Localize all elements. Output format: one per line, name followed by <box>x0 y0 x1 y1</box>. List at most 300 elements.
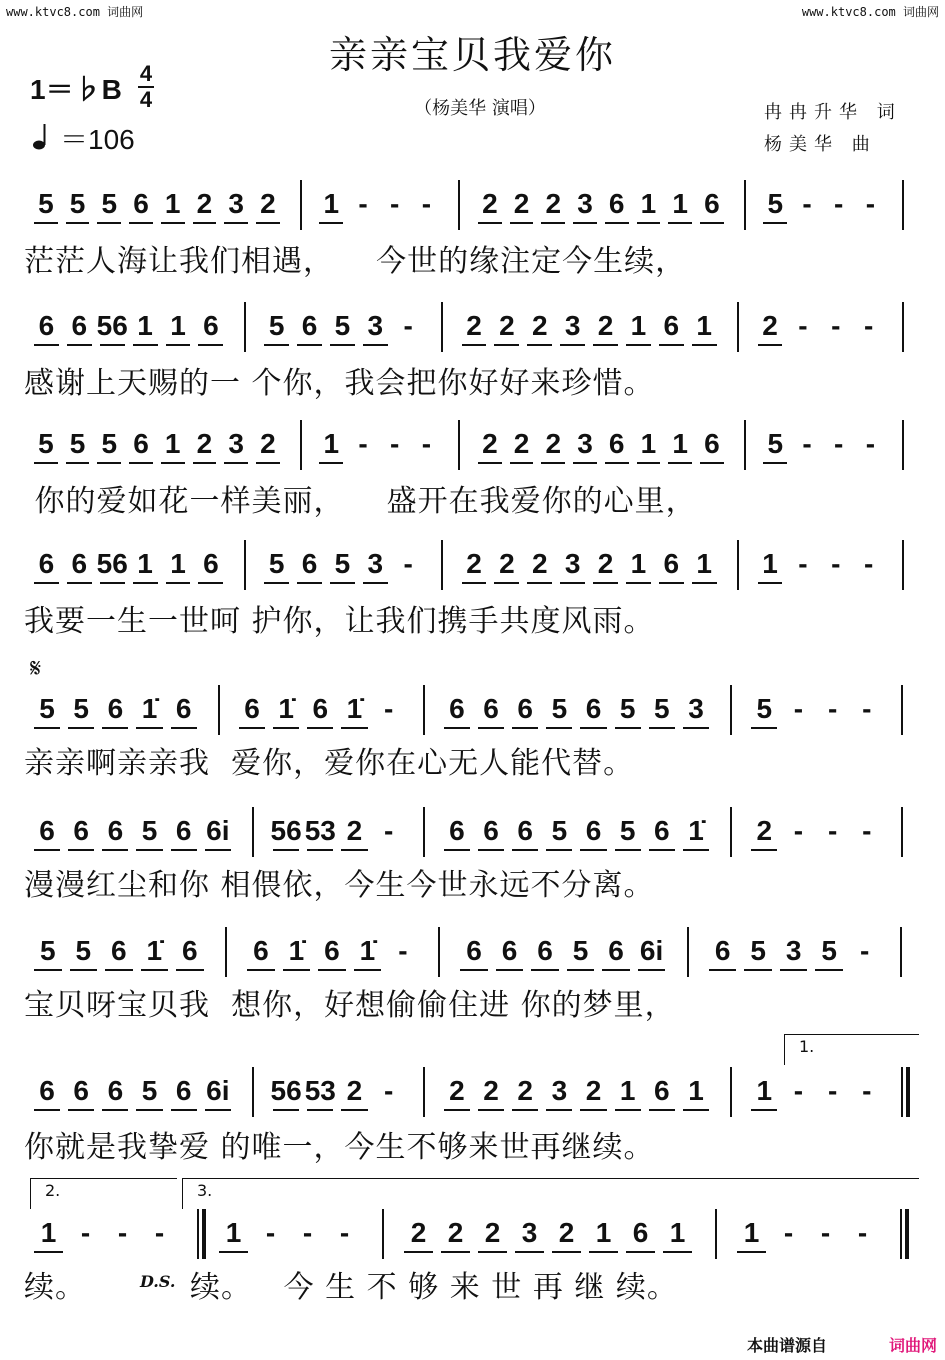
beam-underline <box>176 969 204 971</box>
beam-underline <box>97 222 121 224</box>
dash-extension: - <box>154 1217 165 1248</box>
beam-underline <box>247 969 275 971</box>
segno-sign: 𝄋 <box>30 654 42 684</box>
note: 1 <box>164 428 181 459</box>
beam-underline <box>198 344 223 346</box>
beam-underline <box>668 222 692 224</box>
beam-underline <box>510 462 534 464</box>
bar-line <box>902 302 904 352</box>
dash-extension: - <box>383 1075 394 1106</box>
beam-underline <box>683 1109 709 1111</box>
note: 2 <box>466 548 482 579</box>
note: 6 <box>483 815 499 846</box>
note: 6i <box>206 1075 230 1106</box>
dash-extension: - <box>860 935 870 966</box>
note: 5 <box>141 815 158 846</box>
notation-line <box>0 310 945 360</box>
note: 1 <box>595 1217 612 1248</box>
volta-label: 1. <box>799 1037 815 1056</box>
song-title: 亲亲宝贝我爱你 <box>328 33 616 77</box>
dash-extension: - <box>857 1217 868 1248</box>
dash-extension: - <box>831 310 841 341</box>
note: 6 <box>654 815 670 846</box>
note: 6 <box>39 1075 55 1106</box>
note: 5 <box>39 935 56 966</box>
beam-underline <box>649 849 675 851</box>
beam-underline <box>444 1109 470 1111</box>
note: 1 <box>137 548 153 579</box>
note: 6 <box>203 310 219 341</box>
note: 3 <box>228 428 244 459</box>
time-signature-top: 4 <box>139 61 153 86</box>
note: 1̇ <box>346 693 363 724</box>
beam-underline <box>100 344 125 346</box>
beam-underline <box>593 582 618 584</box>
lyrics-line: 亲亲啊亲亲我 爱你，爱你在心无人能代替。 <box>24 746 635 781</box>
bar-line <box>744 420 746 470</box>
beam-underline <box>444 849 470 851</box>
note: 6 <box>585 693 602 724</box>
beam-underline <box>166 344 191 346</box>
beam-underline <box>510 222 534 224</box>
bar-line <box>458 420 460 470</box>
beam-underline <box>751 1109 777 1111</box>
beam-underline <box>297 344 322 346</box>
beam-underline <box>478 222 502 224</box>
notation-line <box>0 428 945 478</box>
double-bar-line <box>202 1209 206 1259</box>
beam-underline <box>527 344 552 346</box>
note: 6i <box>206 815 230 846</box>
note: 2 <box>756 815 773 846</box>
note: 1̇ <box>141 693 158 724</box>
dash-extension: - <box>862 1075 872 1106</box>
beam-underline <box>567 969 595 971</box>
bar-line <box>252 807 254 857</box>
note: 5 <box>101 188 118 219</box>
composer-credit: 杨美华 曲 <box>764 134 877 155</box>
beam-underline <box>330 582 355 584</box>
note: 5 <box>654 693 670 724</box>
dash-extension: - <box>865 428 876 459</box>
beam-underline <box>100 582 125 584</box>
note: 1 <box>40 1217 57 1248</box>
beam-underline <box>589 1251 618 1253</box>
beam-underline <box>552 1251 581 1253</box>
bar-line <box>441 540 443 590</box>
bar-line <box>423 685 425 735</box>
beam-underline <box>744 969 772 971</box>
beam-underline <box>496 969 524 971</box>
note: 5 <box>141 1075 158 1106</box>
notation-line <box>0 1217 945 1267</box>
note: 2 <box>346 815 363 846</box>
beam-underline <box>615 727 641 729</box>
note: 1 <box>630 310 647 341</box>
lyricist-credit: 冉冉升华 词 <box>764 102 902 123</box>
note: 2 <box>482 428 498 459</box>
dash-extension: - <box>403 548 413 579</box>
note: 2 <box>410 1217 427 1248</box>
beam-underline <box>307 727 333 729</box>
note: 2 <box>545 428 562 459</box>
beam-underline <box>758 344 783 346</box>
beam-underline <box>444 727 470 729</box>
note: 6 <box>632 1217 649 1248</box>
note: 3 <box>521 1217 538 1248</box>
quarter-note-icon <box>32 122 50 150</box>
note: 56 <box>96 310 128 341</box>
beam-underline <box>605 462 629 464</box>
double-bar-line <box>906 1067 910 1117</box>
dash-extension: - <box>383 815 394 846</box>
beam-underline <box>605 222 629 224</box>
beam-underline <box>161 222 185 224</box>
note: 2 <box>482 188 498 219</box>
dash-extension: - <box>390 428 400 459</box>
note: 1̇ <box>359 935 376 966</box>
note: 1 <box>170 310 186 341</box>
beam-underline <box>105 969 133 971</box>
beam-underline <box>67 344 92 346</box>
beam-underline <box>193 222 217 224</box>
note: 6 <box>39 815 55 846</box>
beam-underline <box>494 344 519 346</box>
beam-underline <box>573 222 597 224</box>
dash-extension: - <box>798 310 808 341</box>
dash-extension: - <box>793 693 804 724</box>
beam-underline <box>102 849 128 851</box>
note: 1 <box>672 188 688 219</box>
beam-underline <box>136 1109 162 1111</box>
bar-line <box>901 685 903 735</box>
beam-underline <box>546 1109 572 1111</box>
beam-underline <box>307 849 333 851</box>
note: 2 <box>517 1075 533 1106</box>
note: 1 <box>672 428 688 459</box>
beam-underline <box>171 1109 197 1111</box>
bar-line <box>218 685 220 735</box>
note: 2 <box>483 1075 499 1106</box>
double-bar-line <box>905 1209 909 1259</box>
notation-line <box>0 935 945 985</box>
beam-underline <box>330 344 355 346</box>
note: 2 <box>762 310 778 341</box>
notation-line <box>0 188 945 238</box>
note: 6 <box>175 693 192 724</box>
beam-underline <box>637 462 661 464</box>
volta-bracket <box>30 1178 177 1209</box>
note: 2 <box>499 548 515 579</box>
volta-bracket <box>784 1034 919 1065</box>
header-watermark-left: www.ktvc8.com 词曲网 <box>6 5 144 19</box>
note: 5 <box>334 548 351 579</box>
note: 6 <box>133 188 149 219</box>
note: 1 <box>137 310 153 341</box>
beam-underline <box>198 582 223 584</box>
note: 6 <box>663 548 680 579</box>
beam-underline <box>763 222 787 224</box>
dash-extension: - <box>793 815 804 846</box>
beam-underline <box>297 582 322 584</box>
note: 6 <box>175 815 192 846</box>
note: 1 <box>225 1217 242 1248</box>
beam-underline <box>527 582 552 584</box>
beam-underline <box>659 344 684 346</box>
note: 5 <box>756 693 773 724</box>
note: 6 <box>107 815 124 846</box>
note: 5 <box>69 188 86 219</box>
beam-underline <box>68 849 94 851</box>
note: 2 <box>449 1075 465 1106</box>
dash-extension: - <box>865 188 876 219</box>
note: 2 <box>499 310 515 341</box>
note: 2 <box>513 428 530 459</box>
bar-line <box>900 927 902 977</box>
beam-underline <box>193 462 217 464</box>
beam-underline <box>478 849 504 851</box>
note: 1 <box>323 188 340 219</box>
bar-line <box>687 927 689 977</box>
beam-underline <box>638 969 666 971</box>
note: 2 <box>466 310 482 341</box>
note: 6 <box>133 428 149 459</box>
note: 3 <box>564 310 581 341</box>
note: 5 <box>69 428 86 459</box>
note: 6 <box>71 548 88 579</box>
beam-underline <box>815 969 843 971</box>
beam-underline <box>97 462 121 464</box>
dash-extension: - <box>117 1217 128 1248</box>
note: 3 <box>551 1075 568 1106</box>
beam-underline <box>224 462 248 464</box>
beam-underline <box>264 344 289 346</box>
note: 1 <box>164 188 181 219</box>
dash-extension: - <box>863 548 874 579</box>
note: 6 <box>449 815 465 846</box>
note: 1 <box>762 548 778 579</box>
beam-underline <box>34 969 62 971</box>
beam-underline <box>512 849 538 851</box>
bar-line <box>382 1209 384 1259</box>
beam-underline <box>136 849 162 851</box>
dash-extension: - <box>827 1075 838 1106</box>
beam-underline <box>478 462 502 464</box>
beam-underline <box>626 1251 655 1253</box>
note: 6 <box>73 1075 89 1106</box>
note: 6 <box>71 310 88 341</box>
time-signature <box>138 62 154 112</box>
beam-underline <box>700 462 724 464</box>
beam-underline <box>512 727 538 729</box>
beam-underline <box>354 969 382 971</box>
note: 2 <box>597 310 614 341</box>
lyrics-line: 漫漫红尘和你 相偎依，今生今世永远不分离。 <box>24 868 655 903</box>
beam-underline <box>626 344 651 346</box>
bar-line <box>902 420 904 470</box>
footer-source-label: 本曲谱源自 <box>746 1336 827 1355</box>
beam-underline <box>580 727 606 729</box>
beam-underline <box>68 727 94 729</box>
beam-underline <box>751 849 777 851</box>
note: 1 <box>170 548 186 579</box>
beam-underline <box>700 222 724 224</box>
beam-underline <box>34 462 58 464</box>
note: 6 <box>585 815 602 846</box>
note: 5 <box>551 693 568 724</box>
bar-line <box>737 540 739 590</box>
note: 3 <box>688 693 704 724</box>
beam-underline <box>273 1109 299 1111</box>
note: 1̇ <box>278 693 294 724</box>
bar-line <box>438 927 440 977</box>
lyrics-line: 我要一生一世呵 护你，让我们携手共度风雨。 <box>24 604 655 639</box>
note: 1 <box>323 428 340 459</box>
bar-line <box>244 540 246 590</box>
note: 5 <box>619 693 636 724</box>
dash-extension: - <box>339 1217 350 1248</box>
beam-underline <box>133 582 158 584</box>
bar-line <box>737 302 739 352</box>
note: 5 <box>73 693 89 724</box>
beam-underline <box>560 344 585 346</box>
beam-underline <box>34 1109 60 1111</box>
beam-underline <box>546 727 572 729</box>
beam-underline <box>136 727 162 729</box>
note: 5 <box>38 428 54 459</box>
beam-underline <box>264 582 289 584</box>
note: 6 <box>253 935 269 966</box>
beam-underline <box>205 1109 231 1111</box>
beam-underline <box>602 969 630 971</box>
dash-extension: - <box>820 1217 831 1248</box>
beam-underline <box>363 582 388 584</box>
note: 6 <box>663 310 680 341</box>
bar-line <box>730 1067 732 1117</box>
bar-line <box>197 1209 199 1259</box>
header-watermark-right: www.ktvc8.com 词曲网 <box>801 5 939 19</box>
dash-extension: - <box>831 548 841 579</box>
dash-extension: - <box>398 935 408 966</box>
beam-underline <box>737 1251 766 1253</box>
note: 1̇ <box>688 815 704 846</box>
beam-underline <box>341 849 367 851</box>
bar-line <box>901 1067 903 1117</box>
beam-underline <box>171 849 197 851</box>
beam-underline <box>404 1251 433 1253</box>
footer-brand: 词曲网 <box>888 1336 937 1355</box>
note: 2 <box>585 1075 602 1106</box>
beam-underline <box>102 727 128 729</box>
note: 6 <box>182 935 198 966</box>
dash-extension: - <box>834 188 844 219</box>
note: 2 <box>484 1217 501 1248</box>
note: 6 <box>517 693 533 724</box>
dash-extension: - <box>80 1217 91 1248</box>
beam-underline <box>34 344 59 346</box>
note: 6 <box>107 1075 124 1106</box>
note: 1̇ <box>288 935 305 966</box>
beam-underline <box>580 849 606 851</box>
bar-line <box>300 420 302 470</box>
note: 5 <box>572 935 589 966</box>
bar-line <box>441 302 443 352</box>
lyrics-line: 你的爱如花一样美丽， 盛开在我爱你的心里， <box>24 484 697 519</box>
note: 2 <box>558 1217 575 1248</box>
note: 1̇ <box>146 935 163 966</box>
dash-extension: - <box>403 310 413 341</box>
note: 6 <box>501 935 518 966</box>
beam-underline <box>171 727 197 729</box>
note: 6 <box>38 548 55 579</box>
beam-underline <box>663 1251 692 1253</box>
volta-label: 3. <box>197 1181 213 1200</box>
beam-underline <box>70 969 98 971</box>
note: 5 <box>75 935 92 966</box>
dash-extension: - <box>390 188 400 219</box>
note: 1 <box>756 1075 773 1106</box>
beam-underline <box>129 462 153 464</box>
note: 2 <box>513 188 530 219</box>
beam-underline <box>34 222 58 224</box>
dash-extension: - <box>802 428 812 459</box>
bar-line <box>900 1209 902 1259</box>
note: 6 <box>107 693 124 724</box>
bar-line <box>730 685 732 735</box>
note: 2 <box>545 188 562 219</box>
beam-underline <box>541 462 565 464</box>
dash-extension: - <box>302 1217 313 1248</box>
beam-underline <box>34 727 60 729</box>
note: 3 <box>367 548 384 579</box>
note: 6 <box>301 548 318 579</box>
beam-underline <box>256 222 280 224</box>
beam-underline <box>307 1109 333 1111</box>
note: 3 <box>577 428 593 459</box>
beam-underline <box>129 222 153 224</box>
time-signature-bottom: 4 <box>139 87 153 112</box>
dash-extension: - <box>783 1217 794 1248</box>
beam-underline <box>668 462 692 464</box>
bar-line <box>225 927 227 977</box>
note: 56 <box>270 815 302 846</box>
dash-extension: - <box>421 428 432 459</box>
beam-underline <box>659 582 684 584</box>
note: 1 <box>640 428 657 459</box>
beam-underline <box>478 727 504 729</box>
note: 5 <box>268 548 285 579</box>
dash-extension: - <box>802 188 812 219</box>
beam-underline <box>709 969 737 971</box>
note: 6 <box>449 693 465 724</box>
note: 1 <box>630 548 647 579</box>
note: 6i <box>639 935 664 966</box>
note: 5 <box>821 935 837 966</box>
bar-line <box>423 807 425 857</box>
beam-underline <box>580 1109 606 1111</box>
beam-underline <box>683 849 709 851</box>
note: 5 <box>38 188 54 219</box>
volta-label: 2. <box>45 1181 61 1200</box>
beam-underline <box>478 1251 507 1253</box>
beam-underline <box>68 1109 94 1111</box>
beam-underline <box>758 582 783 584</box>
dash-extension: - <box>862 693 872 724</box>
note: 2 <box>447 1217 464 1248</box>
bar-line <box>715 1209 717 1259</box>
note: 5 <box>767 188 784 219</box>
beam-underline <box>573 462 597 464</box>
